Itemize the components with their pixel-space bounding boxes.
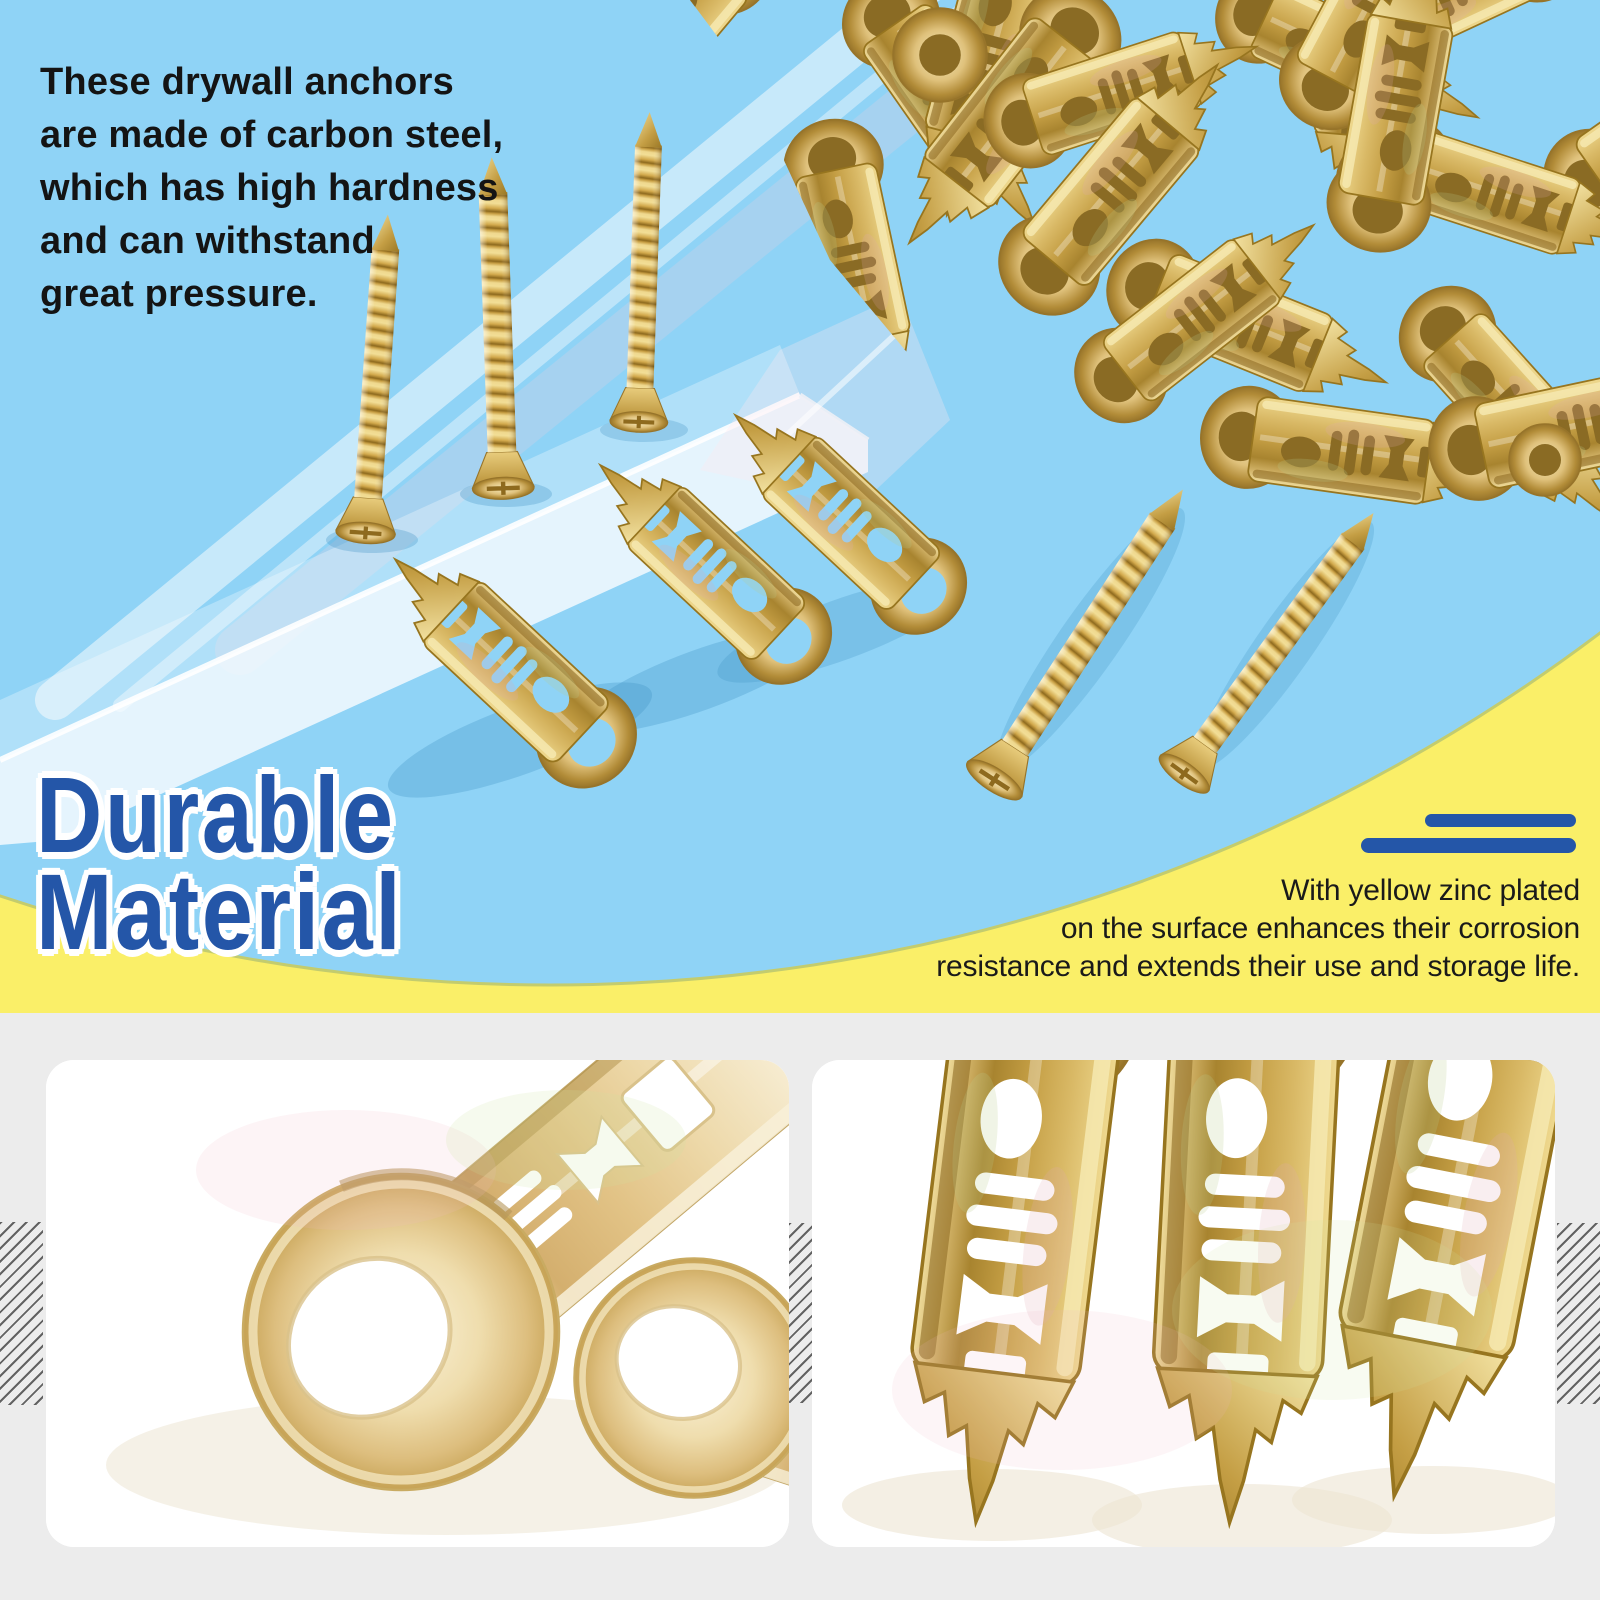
benefit-line: resistance and extends their use and storage life.	[936, 950, 1580, 983]
benefit-line: on the surface enhances their corrosion	[1060, 912, 1580, 945]
description-line: which has high hardness	[40, 167, 499, 209]
hatch-decoration	[789, 1223, 812, 1403]
headline-line-1: Durable	[36, 754, 396, 875]
photo-card-anchor-rear	[46, 1060, 789, 1547]
hatch-decoration	[0, 1222, 43, 1405]
description-line: are made of carbon steel,	[40, 114, 504, 156]
headline	[36, 754, 404, 972]
anchor-serrated-tips-closeup	[812, 1060, 1555, 1547]
benefit-line: With yellow zinc plated	[1281, 874, 1580, 907]
accent-bar	[1425, 814, 1576, 827]
closeup-photos-section	[0, 1013, 1600, 1600]
accent-bar	[1361, 838, 1576, 853]
description-line: These drywall anchors	[40, 61, 454, 103]
photo-card-anchor-tips	[812, 1060, 1555, 1547]
benefit-text	[820, 872, 1580, 986]
description-line: great pressure.	[40, 273, 318, 315]
description-line: and can withstand	[40, 220, 375, 262]
anchor-rear-flange-closeup	[46, 1060, 789, 1547]
headline-line-2: Material	[36, 851, 404, 972]
hatch-decoration	[1557, 1223, 1600, 1404]
description-text	[40, 56, 503, 321]
